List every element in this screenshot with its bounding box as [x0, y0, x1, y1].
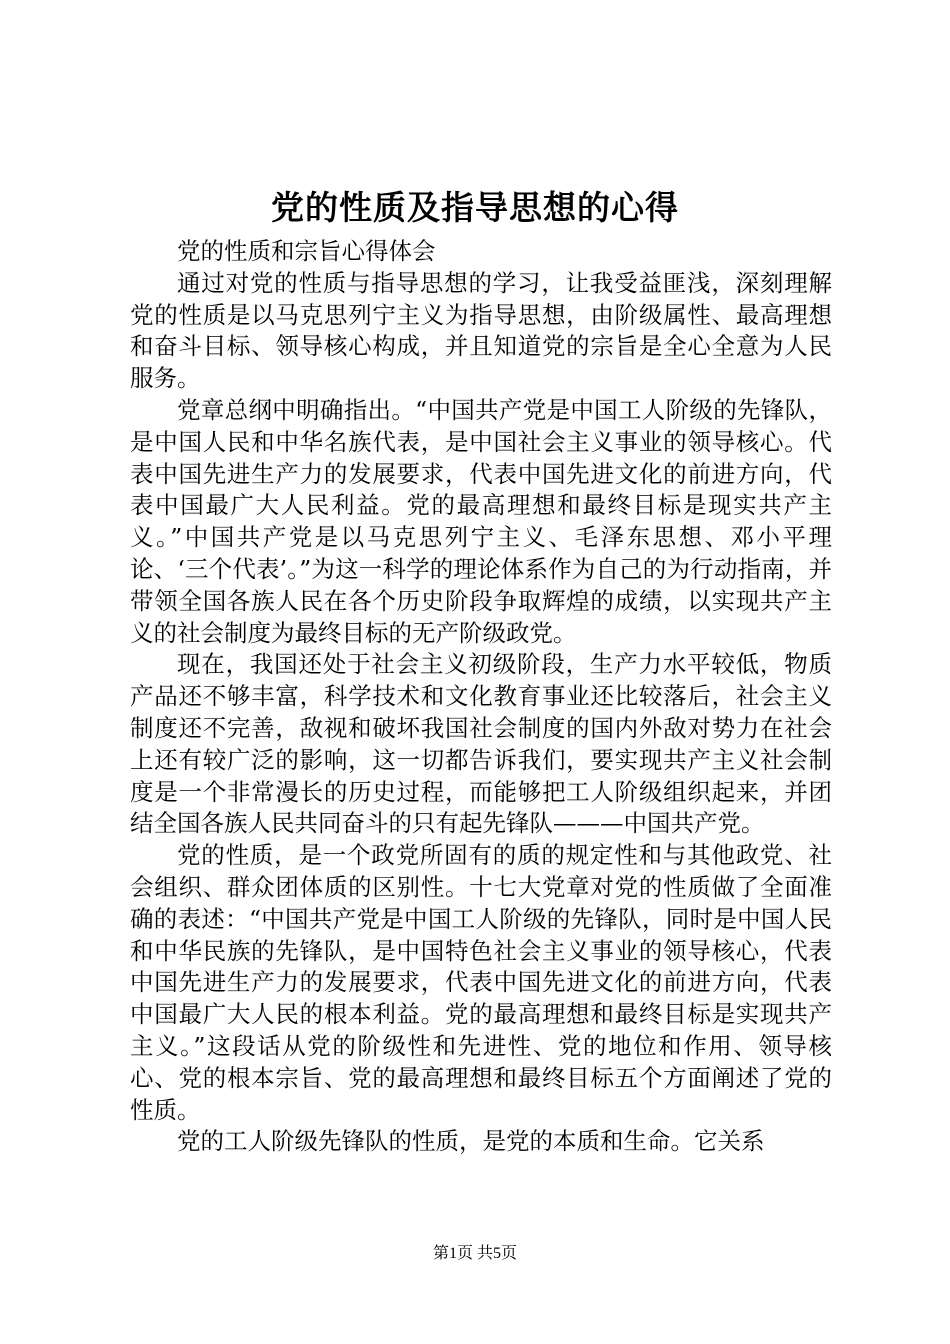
paragraph: 党的性质，是一个政党所固有的质的规定性和与其他政党、社会组织、群众团体质的区别性。十七大党章对党的性质做了全面准确的表述：“中国共产党是中国工人阶级的先锋队，同时是中国人民和中华民族的先锋队，是中国特色社会主义事业的领导核心，代表中国先进生产力的发展要求，代表中国先进文化的前进方向，代表中国最广大人民的根本利益。党的最高理想和最终目标是实现共产主义。”这段话从党的阶级性和先进性、党的地位和作用、领导核心、党的根本宗旨、党的最高理想和最终目标五个方面阐述了党的性质。: [130, 841, 832, 1124]
document-body: [130, 236, 832, 1158]
paragraph: 党章总纲中明确指出。“中国共产党是中国工人阶级的先锋队，是中国人民和中华名族代表，是中国社会主义事业的领导核心。代表中国先进生产力的发展要求，代表中国先进文化的前进方向，代表中国最广大人民利益。党的最高理想和最终目标是现实共产主义。”中国共产党是以马克思列宁主义、毛泽东思想、邓小平理论、‘三个代表’。”为这一科学的理论体系作为自己的为行动指南，并带领全国各族人民在各个历史阶段争取辉煌的成绩，以实现共产主义的社会制度为最终目标的无产阶级政党。: [130, 395, 832, 647]
paragraph: 党的工人阶级先锋队的性质，是党的本质和生命。它关系: [177, 1127, 765, 1156]
page-footer: 第1页 共5页: [432, 1245, 517, 1262]
paragraph: 通过对党的性质与指导思想的学习，让我受益匪浅，深刻理解党的性质是以马克思列宁主义为指导思想，由阶级属性、最高理想和奋斗目标、领导核心构成，并且知道党的宗旨是全心全意为人民服务。: [130, 268, 832, 393]
document-title: 党的性质及指导思想的心得: [271, 188, 679, 227]
paragraph: 党的性质和宗旨心得体会: [177, 237, 436, 265]
paragraph: 现在，我国还处于社会主义初级阶段，生产力水平较低，物质产品还不够丰富，科学技术和文化教育事业还比较落后，社会主义制度还不完善，敌视和破坏我国社会制度的国内外敌对势力在社会上还有较广泛的影响，这一切都告诉我们，要实现共产主义社会制度是一个非常漫长的历史过程，而能够把工人阶级组织起来，并团结全国各族人民共同奋斗的只有起先锋队———中国共产党。: [130, 650, 832, 838]
